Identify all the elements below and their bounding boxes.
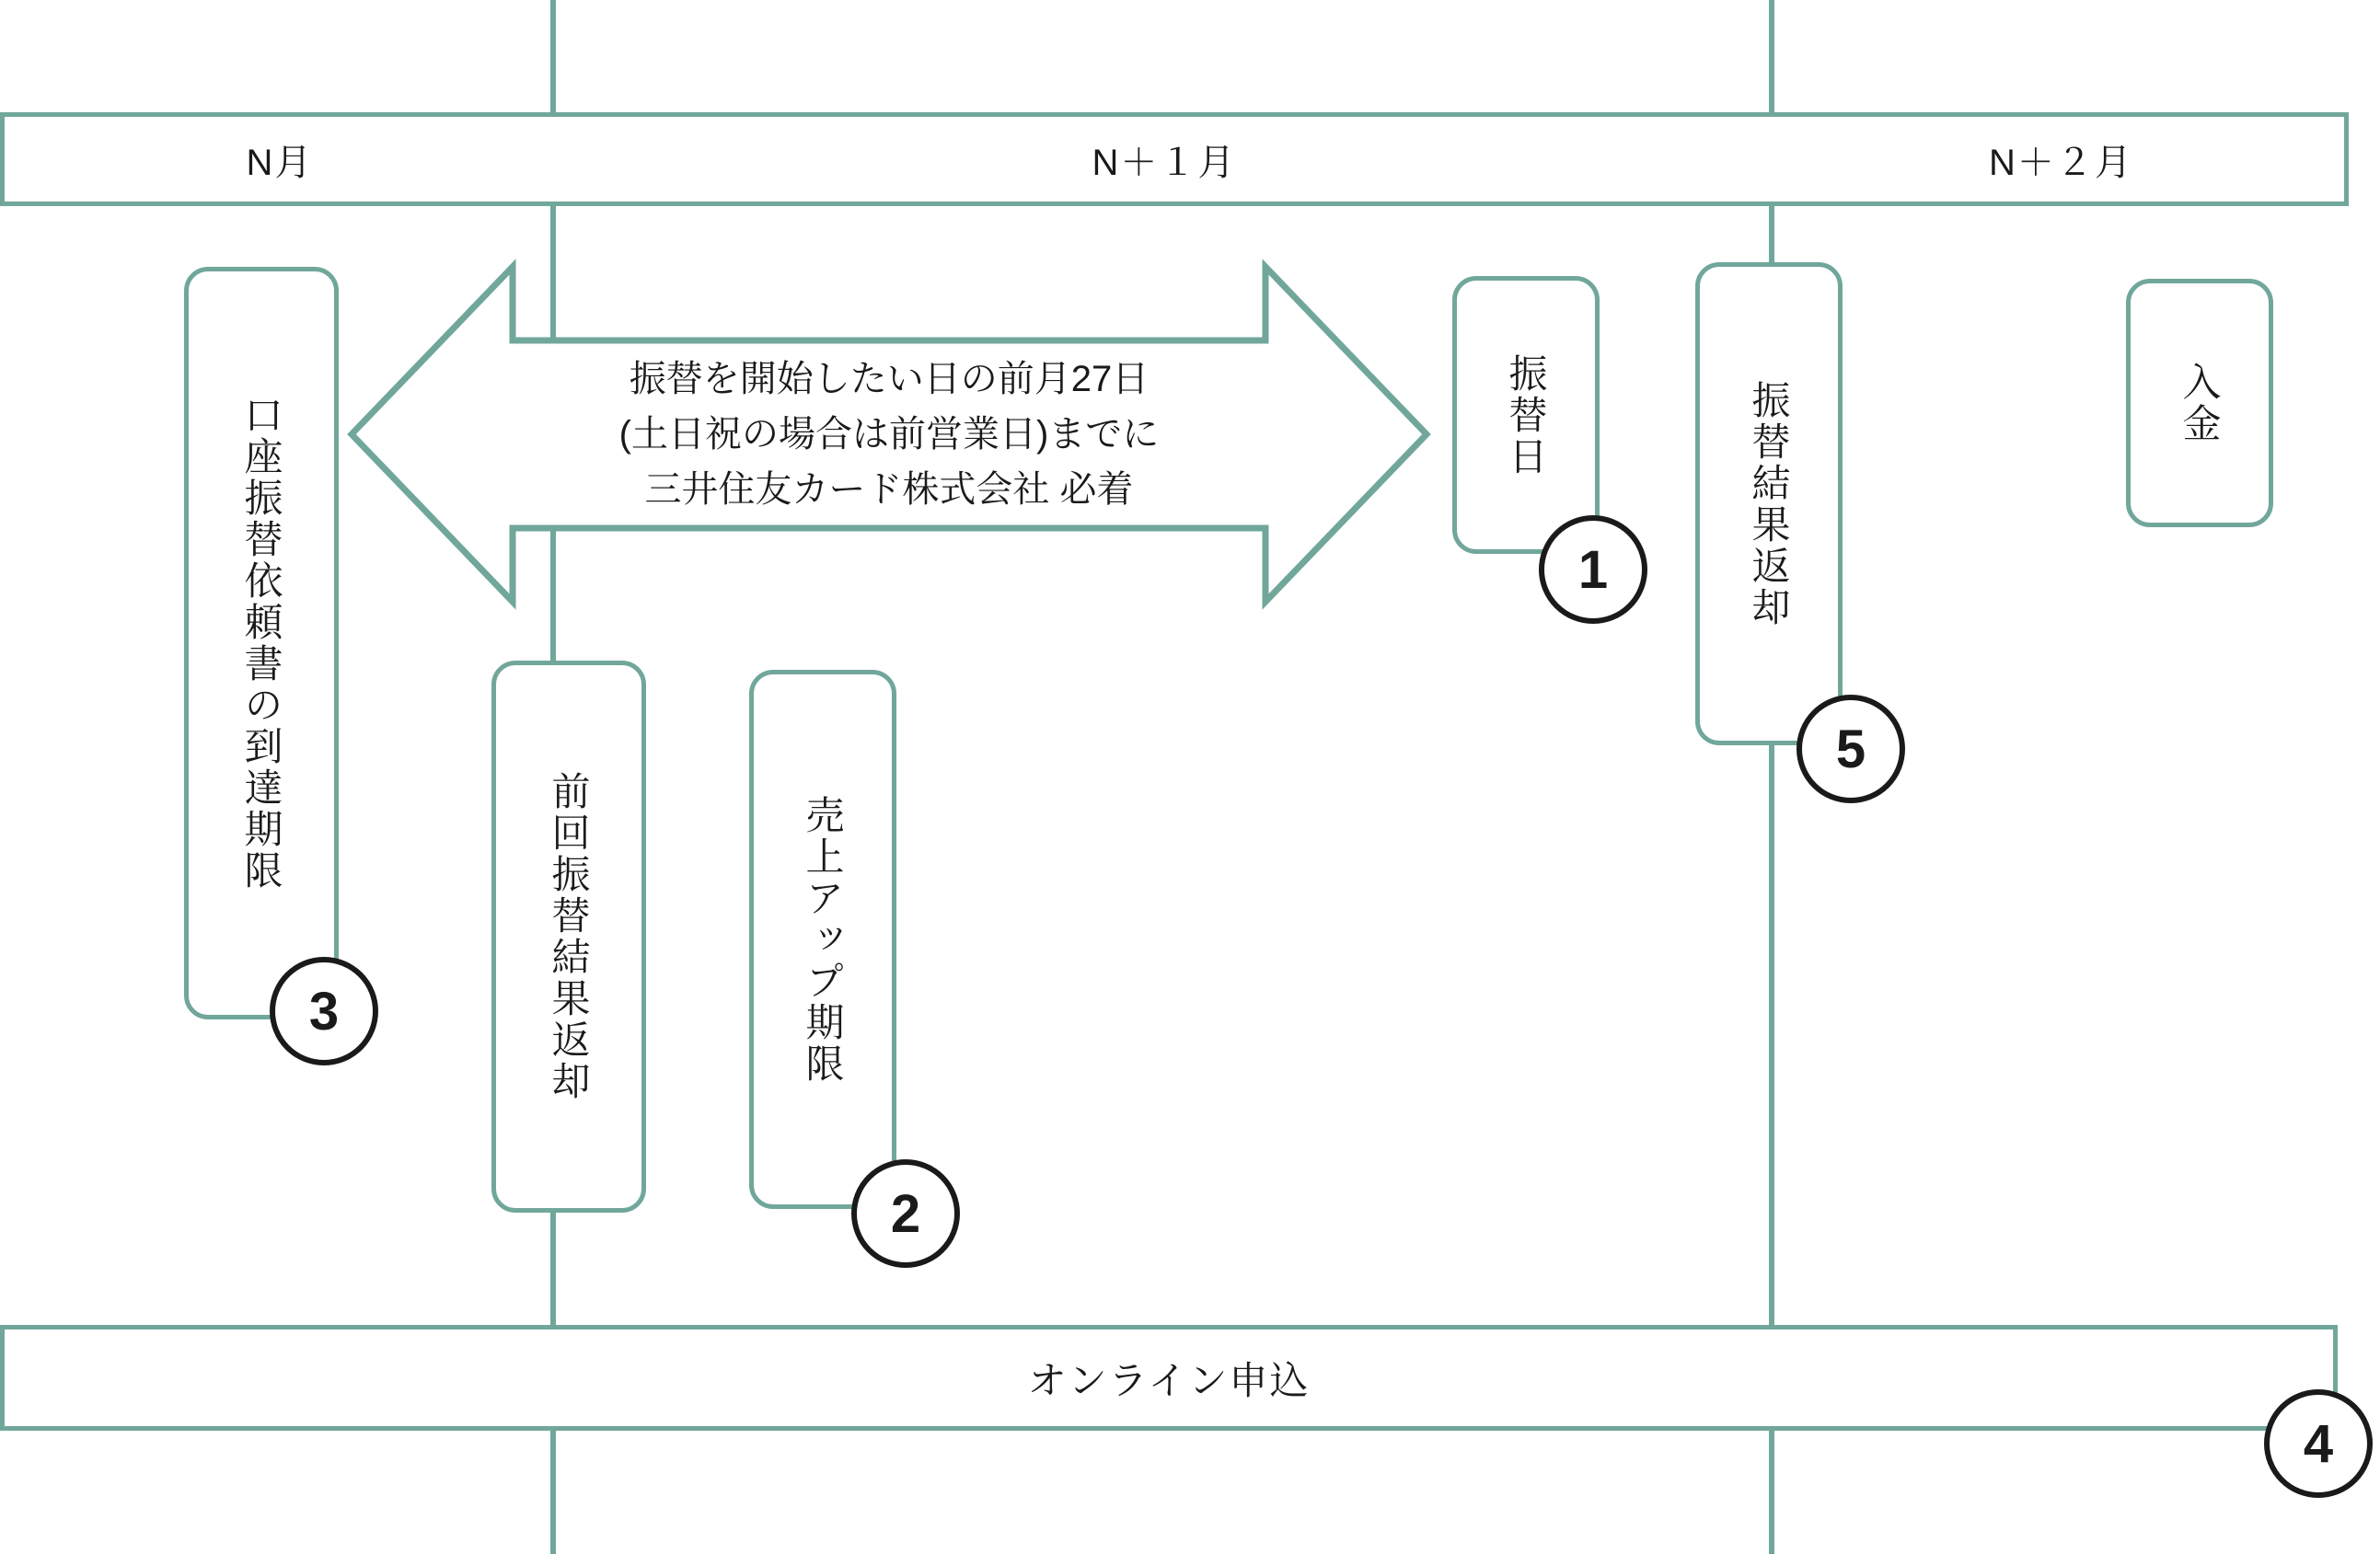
badge-4 bbox=[2264, 1389, 2373, 1498]
box-transfer-result-return bbox=[1695, 262, 1843, 745]
box-previous-result-return-label: 前回振替結果返却 bbox=[547, 771, 591, 1102]
badge-2-label: 2 bbox=[890, 1183, 921, 1244]
badge-2 bbox=[851, 1159, 960, 1268]
month-cell-n bbox=[5, 117, 555, 201]
badge-3-label: 3 bbox=[308, 981, 340, 1042]
arrow-line-1: 振替を開始したい日の前月27日 bbox=[629, 359, 1150, 399]
box-deposit bbox=[2126, 279, 2273, 527]
box-sales-upload-deadline-label: 売上アップ期限 bbox=[801, 794, 845, 1085]
box-deposit-label: 入金 bbox=[2178, 362, 2222, 444]
box-application-form-deadline-label: 口座振替依頼書の到達期限 bbox=[239, 395, 283, 892]
month-cell-n1 bbox=[555, 117, 1773, 201]
box-sales-upload-deadline bbox=[749, 670, 896, 1209]
month-label-n1: N＋１月 bbox=[1092, 142, 1237, 183]
box-transfer-date-label: 振替日 bbox=[1504, 352, 1548, 478]
badge-5-label: 5 bbox=[1835, 719, 1866, 779]
online-application-label: オンライン申込 bbox=[1027, 1358, 1311, 1402]
badge-3 bbox=[270, 957, 378, 1065]
arrow-line-2: (土日祝の場合は前営業日)までに bbox=[618, 414, 1160, 455]
arrow-line-3: 三井住友カード株式会社 必着 bbox=[644, 469, 1134, 510]
month-cell-n2 bbox=[1773, 117, 2349, 201]
box-previous-result-return bbox=[491, 661, 646, 1213]
online-application-band bbox=[0, 1325, 2338, 1431]
badge-1-label: 1 bbox=[1577, 539, 1609, 600]
month-header-band bbox=[0, 112, 2349, 206]
deadline-arrow bbox=[324, 241, 1454, 627]
badge-5 bbox=[1797, 695, 1905, 803]
box-transfer-result-return-label: 振替結果返却 bbox=[1747, 379, 1791, 628]
month-label-n: N月 bbox=[246, 142, 314, 183]
box-application-form-deadline bbox=[184, 267, 339, 1019]
badge-4-label: 4 bbox=[2303, 1413, 2334, 1474]
badge-1 bbox=[1539, 515, 1647, 624]
timeline-divider-2 bbox=[1769, 0, 1774, 1554]
month-label-n2: N＋２月 bbox=[1989, 142, 2133, 183]
box-transfer-date bbox=[1452, 276, 1600, 554]
